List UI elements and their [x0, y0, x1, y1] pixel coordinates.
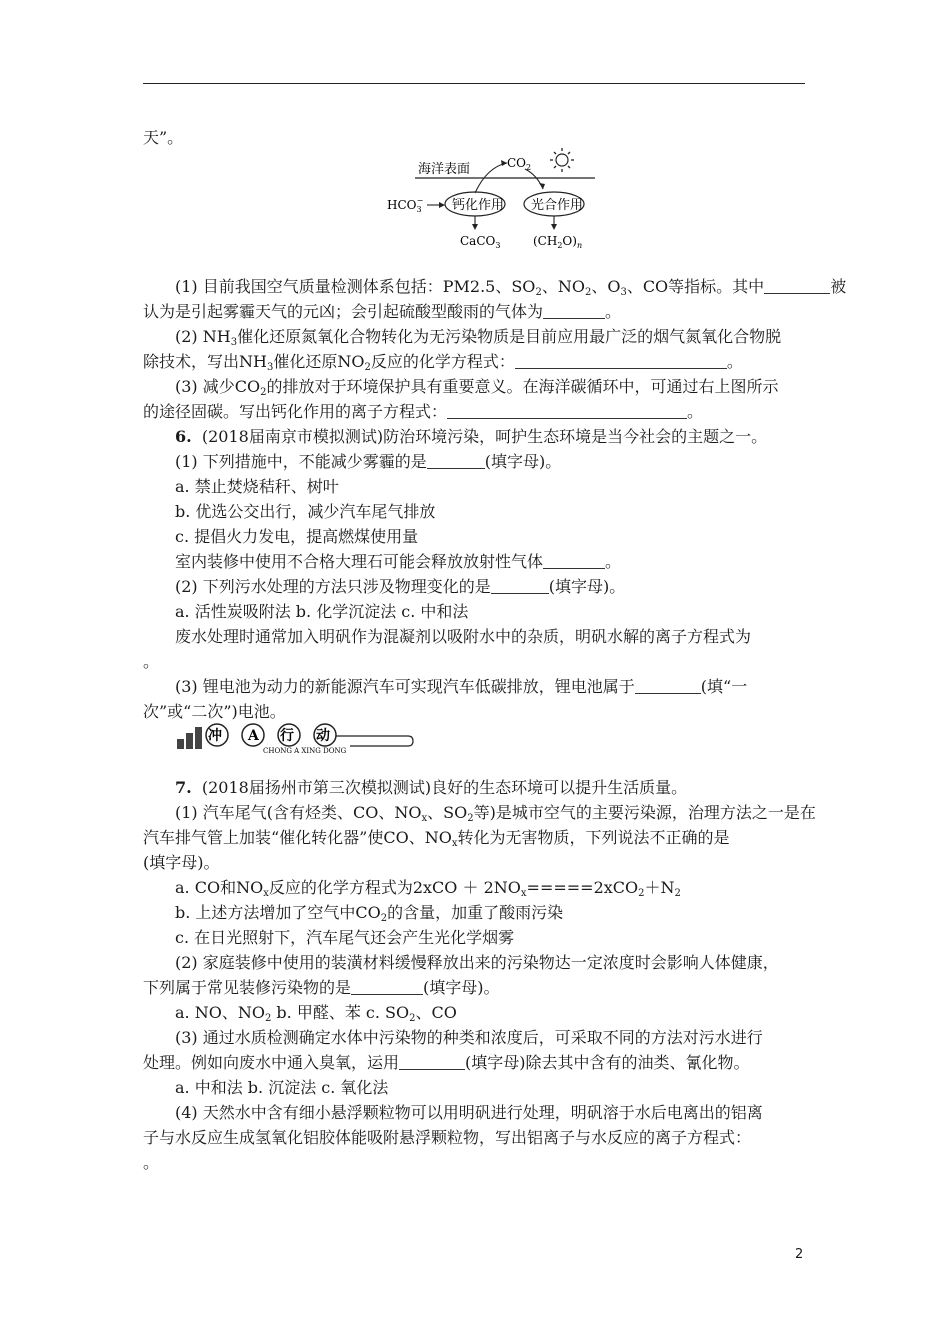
answer-blank[interactable]	[764, 278, 830, 294]
q7-part3-options: a. 中和法 b. 沉淀法 c. 氧化法	[175, 1078, 389, 1097]
q5-part2-line1: (2) $NH_3$催化还原氮氧化合物转化为无污染物质是目前应用最广泛的烟气氮氧化合物脱	[175, 327, 782, 348]
q5-part1-line1: (1) 目前我国空气质量检测体系包括：PM2.5、$SO_2$、$NO_2$、$O_3$、CO等指标。其中 被	[175, 277, 847, 298]
calcification-label: 钙化作用	[452, 198, 505, 213]
q7-option-c: c. 在日光照射下，汽车尾气还会产生光化学烟雾	[175, 928, 515, 947]
q5-part1-line2: 认为是引起雾霾天气的元凶；会引起硫酸型酸雨的气体为 。	[143, 302, 622, 321]
answer-blank[interactable]	[427, 453, 485, 469]
section-banner	[175, 722, 415, 756]
q6-part1: (1) 下列措施中，不能减少雾霾的是 (填字母)。	[175, 452, 562, 471]
header-rule	[143, 83, 805, 84]
svg-text:动: 动	[316, 728, 330, 744]
answer-blank[interactable]	[543, 553, 605, 569]
q6-option-c: c. 提倡火力发电，提高燃煤使用量	[175, 527, 419, 546]
q7-part4-line3: 。	[143, 1153, 160, 1172]
q6-marble-line: 室内装修中使用不合格大理石可能会释放放射性气体 。	[175, 552, 622, 571]
q7-part1-line1: (1) 汽车尾气(含有烃类、CO、$NO_x$、$SO_2$等)是城市空气的主要污染源，治理方法之一是在	[175, 803, 816, 824]
q6-option-b: b. 优选公交出行，减少汽车尾气排放	[175, 502, 436, 521]
page-number: 2	[795, 1247, 804, 1262]
q6-part2: (2) 下列污水处理的方法只涉及物理变化的是 (填字母)。	[175, 577, 626, 596]
banner-pinyin: CHONG A XING DONG	[263, 747, 347, 755]
sun-icon	[550, 148, 574, 172]
q6-alum-line1: 废水处理时通常加入明矾作为混凝剂以吸附水中的杂质，明矾水解的离子方程式为	[175, 627, 752, 646]
hco3-label: $HCO_3-$	[387, 196, 424, 214]
q6-part3-line1: (3) 锂电池为动力的新能源汽车可实现汽车低碳排放，锂电池属于 (填“一	[175, 677, 748, 696]
co2-label: $CO_2$	[507, 156, 532, 172]
q7-part1-line2: 汽车排气管上加装“催化转化器”使CO、$NO_x$转化为无害物质，下列说法不正确的是	[143, 828, 730, 849]
q7-part2-line2: 下列属于常见装修污染物的是 (填字母)。	[143, 978, 500, 997]
q6-part2-options: a. 活性炭吸附法 b. 化学沉淀法 c. 中和法	[175, 602, 469, 621]
q7-option-a: a. CO和$NO_x$反应的化学方程式为$2xCO + 2NO_x=====2xCO_2+N_2$	[175, 878, 681, 899]
bar-chart-icon	[177, 727, 202, 749]
answer-blank[interactable]	[351, 979, 423, 995]
q5-part2-line2: 除技术，写出$NH_3$催化还原$NO_2$反应的化学方程式： 。	[143, 352, 743, 373]
answer-blank[interactable]	[491, 578, 549, 594]
answer-blank[interactable]	[543, 303, 605, 319]
ocean-surface-label: 海洋表面	[418, 162, 471, 177]
q7-part2-line1: (2) 家庭装修中使用的装潢材料缓慢释放出来的污染物达一定浓度时会影响人体健康，	[175, 953, 779, 972]
answer-blank[interactable]	[635, 678, 701, 694]
svg-text:A: A	[248, 728, 259, 744]
continued-text: 天”。	[143, 128, 184, 147]
q7-part1-line3: (填字母)。	[143, 853, 220, 872]
q5-part3-line1: (3) 减少$CO_2$的排放对于环境保护具有重要意义。在海洋碳循环中，可通过右上图所示	[175, 377, 779, 398]
photosynthesis-label: 光合作用	[531, 198, 584, 213]
caco3-label: CaCO$_3$	[460, 234, 501, 250]
q7-part4-line1: (4) 天然水中含有细小悬浮颗粒物可以用明矾进行处理，明矾溶于水后电离出的铝离	[175, 1103, 763, 1122]
q5-part3-line2: 的途径固碳。写出钙化作用的离子方程式： 。	[143, 402, 704, 421]
svg-text:冲: 冲	[208, 728, 222, 744]
ch2o-label: $(CH_2O)_n$	[533, 234, 583, 250]
answer-blank[interactable]	[447, 403, 687, 419]
q7-part3-line1: (3) 通过水质检测确定水体中污染物的种类和浓度后，可采取不同的方法对污水进行	[175, 1028, 763, 1047]
q7-part3-line2: 处理。例如向废水中通入臭氧，运用 (填字母)除去其中含有的油类、氰化物。	[143, 1053, 750, 1072]
q6-title: 6. (2018届南京市模拟测试)防治环境污染，呵护生态环境是当今社会的主题之一。	[175, 427, 768, 446]
q7-part4-line2: 子与水反应生成氢氧化铝胶体能吸附悬浮颗粒物，写出铝离子与水反应的离子方程式：	[143, 1128, 752, 1147]
svg-text:行: 行	[280, 728, 294, 744]
answer-blank[interactable]	[399, 1054, 465, 1070]
q7-option-b: b. 上述方法增加了空气中$CO_2$的含量，加重了酸雨污染	[175, 903, 564, 924]
answer-blank[interactable]	[515, 353, 727, 369]
ocean-carbon-diagram	[385, 145, 605, 255]
q6-option-a: a. 禁止焚烧秸秆、树叶	[175, 477, 339, 496]
q6-alum-line2: 。	[143, 652, 160, 671]
q7-title: 7. (2018届扬州市第三次模拟测试)良好的生态环境可以提升生活质量。	[175, 778, 688, 797]
q7-part2-options: a. NO、$NO_2$ b. 甲醛、苯 c. $SO_2$、CO	[175, 1003, 457, 1024]
q6-part3-line2: 次”或“二次”)电池。	[143, 702, 286, 721]
